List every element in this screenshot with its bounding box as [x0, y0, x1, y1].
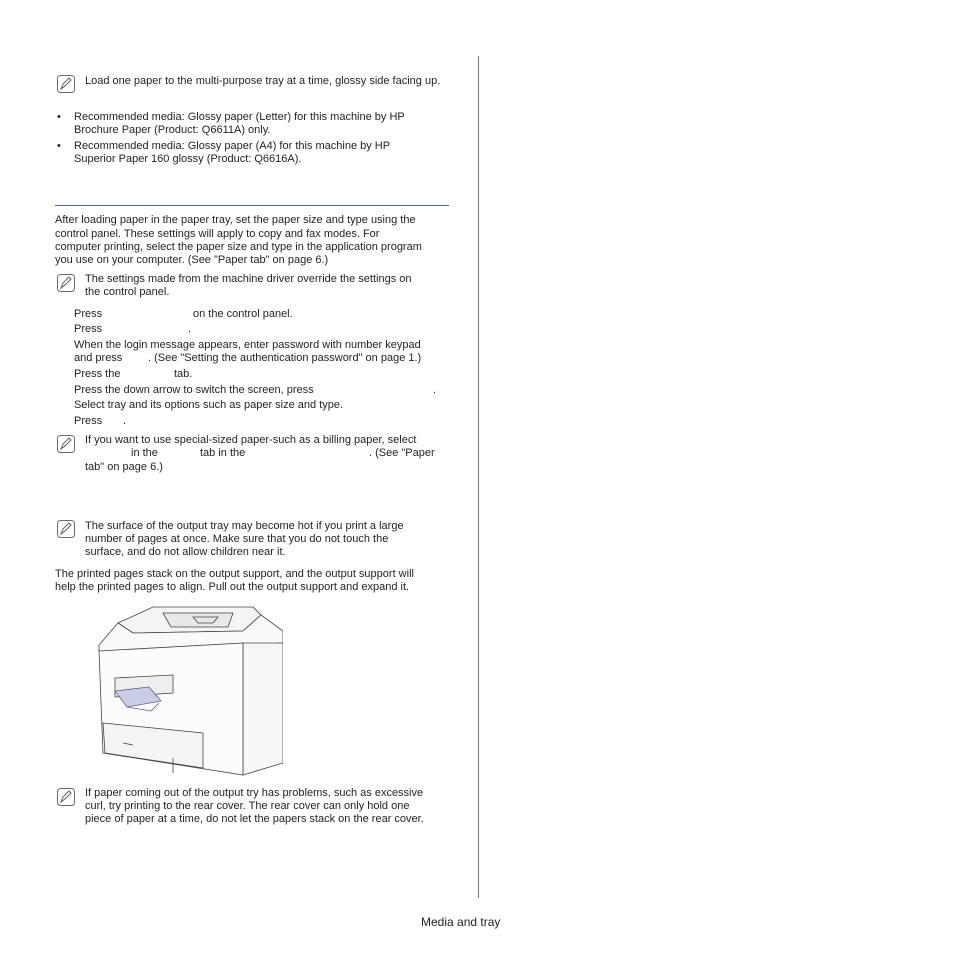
note-icon [57, 274, 75, 292]
note-icon [57, 520, 75, 538]
step-text: Press [74, 323, 103, 335]
step-text: Press the [74, 368, 121, 380]
note-icon [57, 75, 75, 93]
paragraph-line: help the printed pages to align. Pull out the output support and expand it. [55, 581, 410, 593]
note-text: piece of paper at a time, do not let the papers stack on the rear cover. [85, 813, 424, 825]
bullet-marker: • [57, 140, 61, 152]
paragraph-line: After loading paper in the paper tray, set the paper size and type using the [55, 214, 416, 226]
step-text: and press [74, 352, 123, 364]
note-text: . (See "Paper [369, 447, 435, 459]
bullet-marker: • [57, 111, 61, 123]
paragraph-line: control panel. These settings will apply to copy and fax modes. For [55, 228, 380, 240]
step-text: Press [74, 308, 103, 320]
paragraph-line: computer printing, select the paper size and type in the application program [55, 241, 422, 253]
step-text: . (See "Setting the authentication password" on page 1.) [148, 352, 422, 364]
step-text: on the control panel. [193, 308, 293, 320]
note-icon [57, 435, 75, 453]
section-divider [55, 205, 449, 206]
paragraph-line: The printed pages stack on the output support, and the output support will [55, 568, 414, 580]
step-text: . [123, 415, 127, 427]
note-text: tab in the [200, 447, 246, 459]
note-text: If paper coming out of the output try has problems, such as excessive [85, 787, 424, 799]
step-text: . [188, 323, 192, 335]
note-text: If you want to use special-sized paper-such as a billing paper, select [85, 434, 417, 446]
note-text: curl, try printing to the rear cover. The rear cover can only hold one [85, 800, 410, 812]
bullet-line: Brochure Paper (Product: Q6611A) only. [74, 124, 271, 136]
step-text: When the login message appears, enter password with number keypad [74, 339, 421, 351]
note-text: number of pages at once. Make sure that you do not touch the [85, 533, 389, 545]
step-text: Press the down arrow to switch the screen, press [74, 384, 314, 396]
note-text: the control panel. [85, 286, 170, 298]
step-text: tab. [174, 368, 193, 380]
paragraph-line: you use on your computer. (See "Paper tab" on page 6.) [55, 254, 329, 266]
note-text: The settings made from the machine driver override the settings on [85, 273, 412, 285]
column-divider [478, 56, 479, 898]
printer-illustration [93, 603, 283, 781]
bullet-line: Superior Paper 160 glossy (Product: Q6616A). [74, 153, 302, 165]
note-text: surface, and do not allow children near it. [85, 546, 286, 558]
bullet-line: Recommended media: Glossy paper (Letter) for this machine by HP [74, 111, 405, 123]
note-icon [57, 788, 75, 806]
note-text: Load one paper to the multi-purpose tray at a time, glossy side facing up. [85, 75, 441, 87]
page-footer: Media and tray [421, 915, 501, 929]
note-text: tab" on page 6.) [85, 461, 163, 473]
step-text: . [433, 384, 437, 396]
step-text: Press [74, 415, 103, 427]
bullet-line: Recommended media: Glossy paper (A4) for this machine by HP [74, 140, 391, 152]
note-text: The surface of the output tray may become hot if you print a large [85, 520, 404, 532]
step-text: Select tray and its options such as paper size and type. [74, 399, 344, 411]
note-text: in the [131, 447, 158, 459]
